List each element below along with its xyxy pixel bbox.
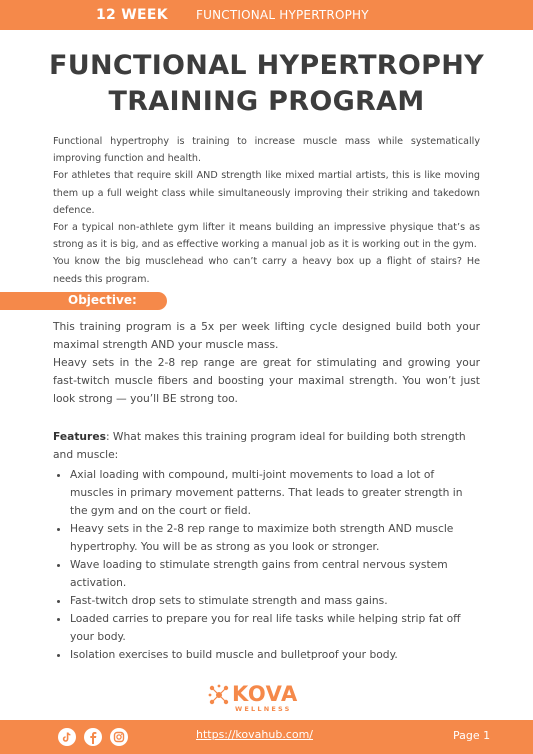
- intro-paragraph: You know the big musclehead who can’t carry a heavy box up a flight of stairs? He needs this program.: [53, 256, 480, 285]
- intro-paragraph: For a typical non-athlete gym lifter it means building an impressive physique that’s as strong as it is big, and as effective working a manual job as it is working out in the gym.: [53, 222, 480, 251]
- intro-paragraph: Functional hypertrophy is training to increase muscle mass while systematically improving function and health.: [53, 136, 480, 165]
- title-line-1: FUNCTIONAL HYPERTROPHY: [49, 50, 484, 81]
- molecule-logo-icon: [208, 684, 230, 706]
- list-item: • Loaded carries to prepare you for real life tasks while helping strip fat off your body.: [70, 610, 480, 646]
- logo-tagline: WELLNESS: [235, 705, 292, 713]
- objective-label: Objective:: [68, 293, 137, 307]
- facebook-icon[interactable]: [84, 728, 102, 746]
- features-list: [53, 466, 480, 664]
- features-label: Features: [53, 430, 106, 443]
- list-item: • Wave loading to stimulate strength gains from central nervous system activation.: [70, 556, 480, 592]
- list-item: • Heavy sets in the 2-8 rep range to maximize both strength AND muscle hypertrophy. You will be as strong as you look or stronger.: [70, 520, 480, 556]
- list-item: • Axial loading with compound, multi-joint movements to load a lot of muscles in primary movement patterns. That leads to greater strength in the gym and on the court or field.: [70, 466, 480, 520]
- page-title: [0, 48, 533, 120]
- footer-bar: [0, 720, 533, 754]
- features-intro-text: : What makes this training program ideal for building both strength and muscle:: [53, 430, 466, 461]
- list-item: • Fast-twitch drop sets to stimulate strength and mass gains.: [70, 592, 480, 610]
- objective-banner: [0, 292, 167, 310]
- intro-text: [53, 133, 480, 288]
- website-link[interactable]: https://kovahub.com/: [196, 728, 314, 741]
- objective-text: [53, 318, 480, 408]
- header-subtitle: FUNCTIONAL HYPERTROPHY: [196, 8, 369, 22]
- kova-logo: [208, 684, 328, 718]
- header-bar: [0, 0, 533, 30]
- tiktok-icon[interactable]: [58, 728, 76, 746]
- title-line-2: TRAINING PROGRAM: [108, 86, 425, 117]
- page-number: Page 1: [453, 729, 491, 742]
- list-item: • Isolation exercises to build muscle and bulletproof your body.: [70, 646, 480, 664]
- instagram-icon[interactable]: [110, 728, 128, 746]
- header-week: 12 WEEK: [96, 7, 168, 23]
- objective-paragraph: Heavy sets in the 2-8 rep range are great for stimulating and growing your fast-twitch muscle fibers and boosting your maximal strength. You won’t just look strong — you’ll BE strong too.: [53, 356, 480, 405]
- objective-paragraph: This training program is a 5x per week lifting cycle designed build both your maximal strength AND your muscle mass.: [53, 320, 480, 351]
- logo-name: KOVA: [232, 682, 298, 706]
- intro-paragraph: For athletes that require skill AND strength like mixed martial artists, this is like moving them up a full weight class while simultaneously improving their striking and takedown defence.: [53, 170, 480, 216]
- features-intro: [53, 428, 480, 464]
- features-section: [53, 428, 480, 664]
